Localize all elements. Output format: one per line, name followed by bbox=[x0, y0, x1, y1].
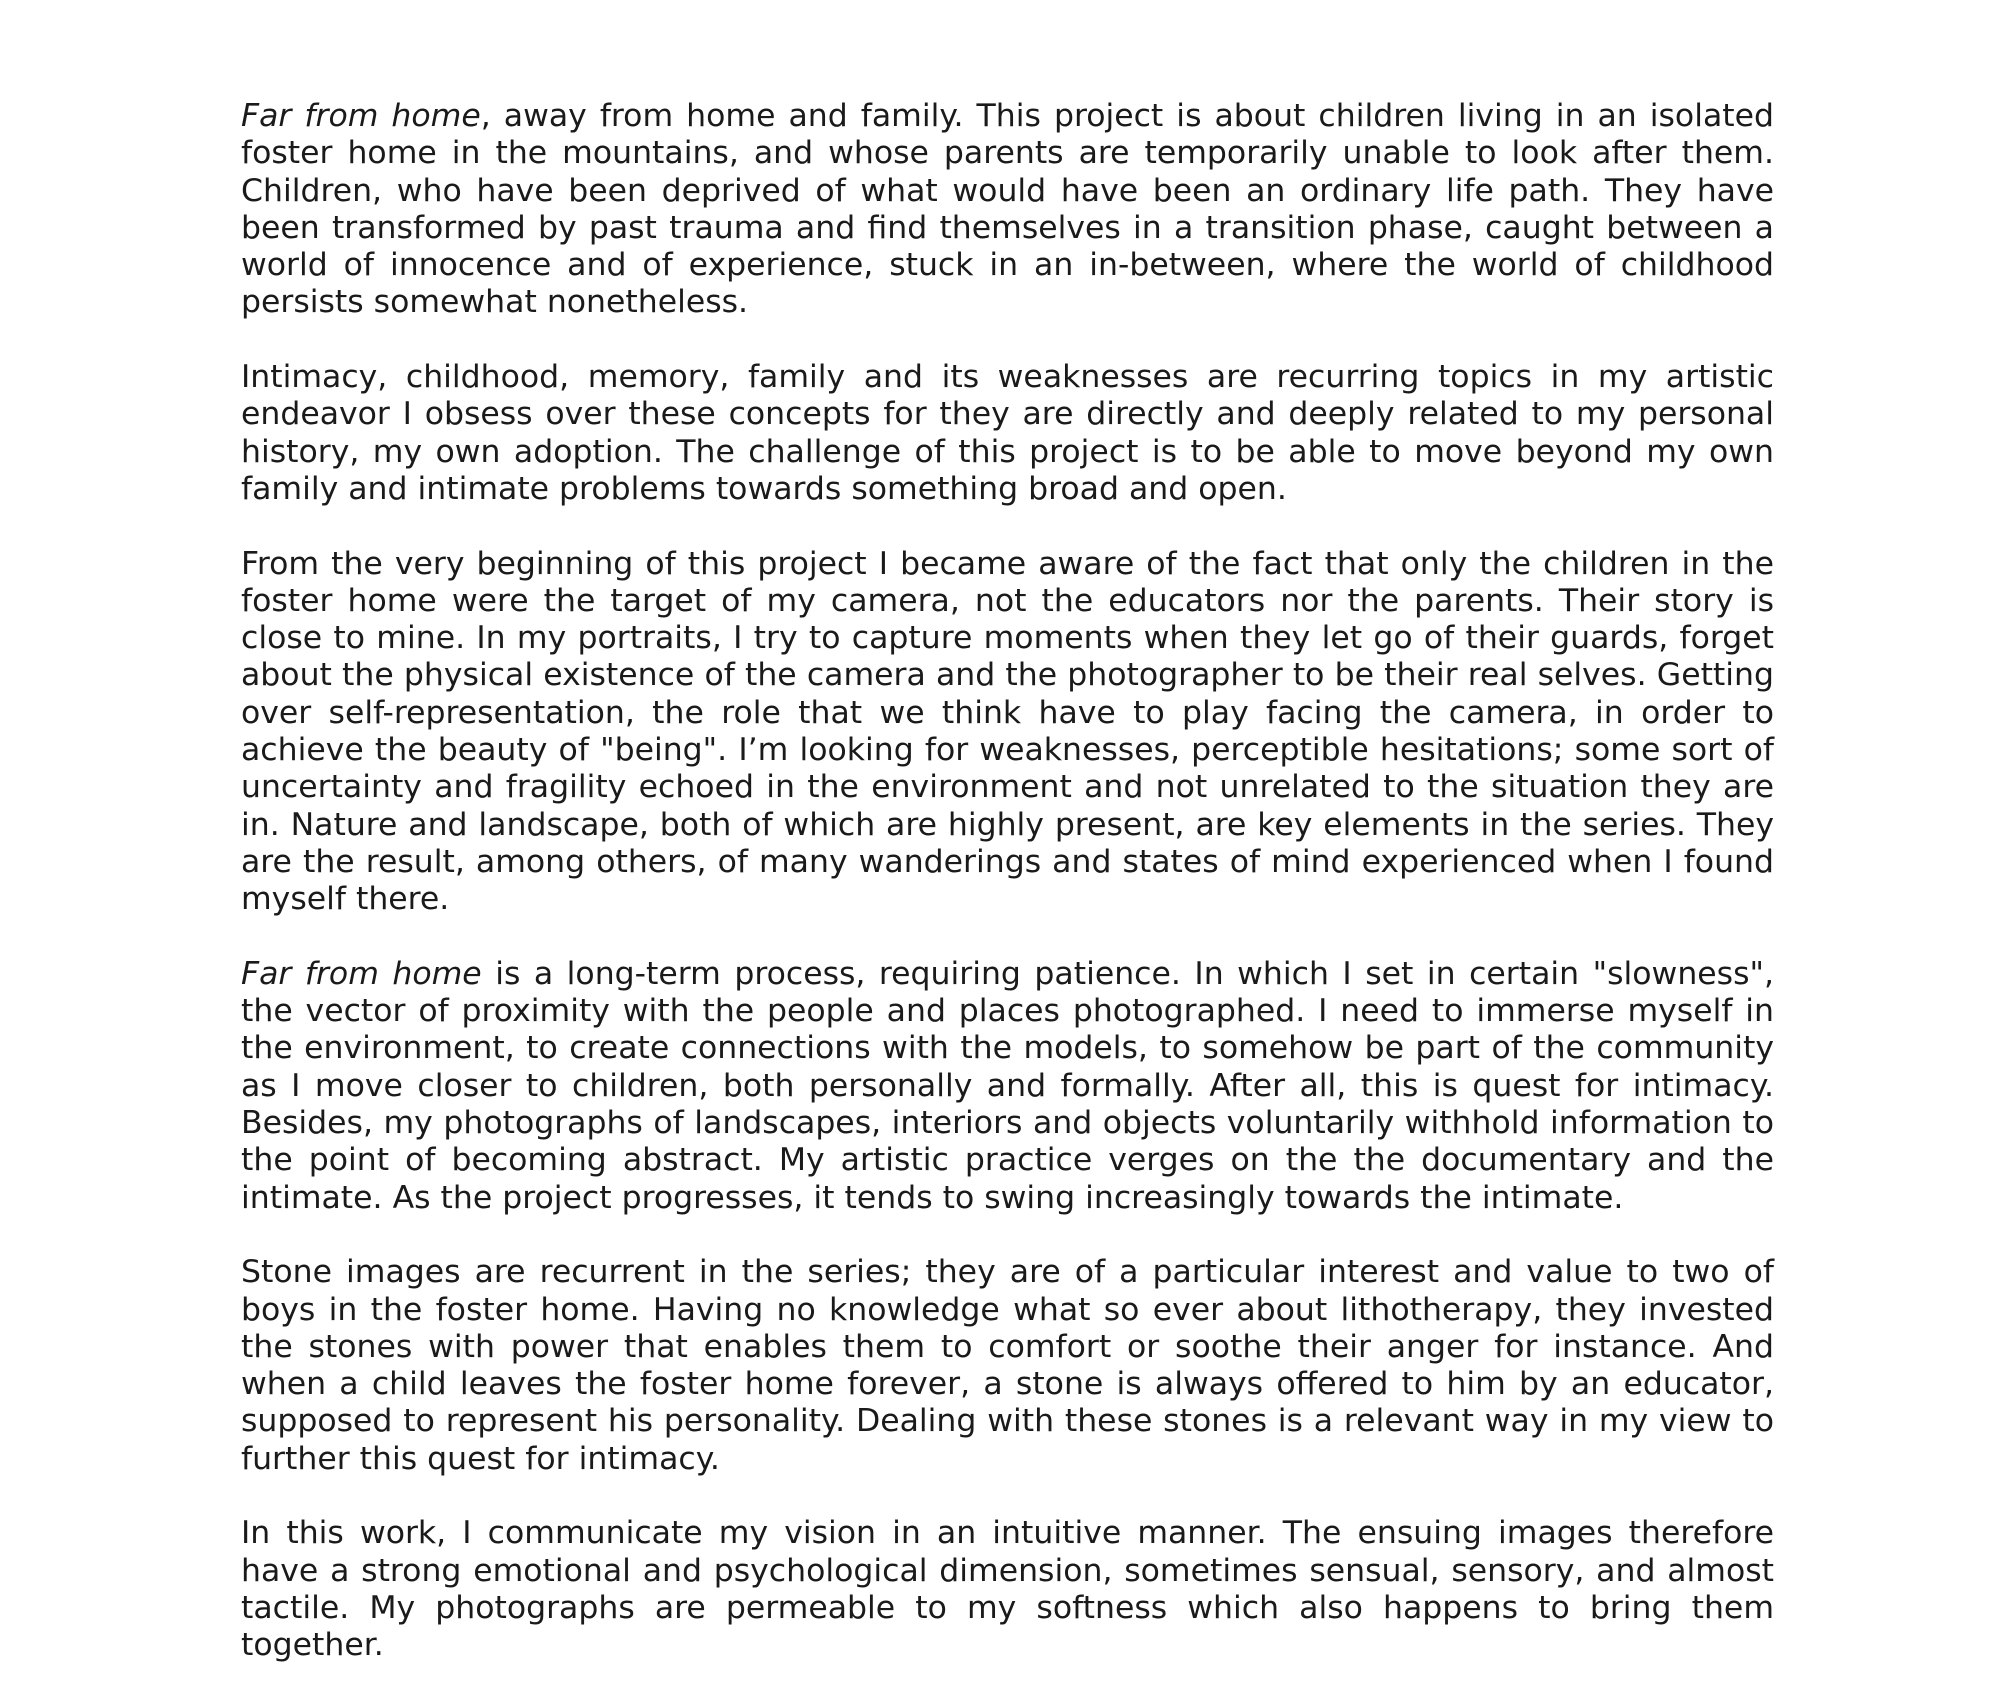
paragraph-text: Intimacy, childhood, memory, family and its weaknesses are recurring topics in my artistic endeavor I obsess over these concepts for they are directly and deeply related to my personal history, my own adoption. The challenge of this project is to be able to move beyond my own family and intimate problems towards something broad and open. bbox=[241, 359, 1774, 507]
paragraph-text: is a long-term process, requiring patience. In which I set in certain "slowness", the vector of proximity with the people and places photographed. I need to immerse myself in the environment, to create connections with the models, to somehow be part of the community as I move closer to children, both personally and formally. After all, this is quest for intimacy. Besides, my photographs of landscapes, interiors and objects voluntarily withhold information to the point of becoming abstract. My artistic practice verges on the the documentary and the intimate. As the project progresses, it tends to swing increasingly towards the intimate. bbox=[241, 955, 1774, 1216]
paragraph-3 bbox=[241, 546, 1774, 919]
paragraph-text: In this work, I communicate my vision in an intuitive manner. The ensuing images therefore have a strong emotional and psychological dimension, sometimes sensual, sensory, and almost tactile. My photographs are permeable to my softness which also happens to bring them together. bbox=[241, 1515, 1774, 1664]
paragraph-2 bbox=[241, 359, 1774, 508]
paragraph-5 bbox=[241, 1254, 1774, 1478]
paragraph-1 bbox=[241, 98, 1774, 322]
paragraph-text: From the very beginning of this project I became aware of the fact that only the children in the foster home were the target of my camera, not the educators nor the parents. Their story is close to mine. In my portraits, I try to capture moments when they let go of their guards, forget about the physical existence of the camera and the photographer to be their real selves. Getting over self-representation, the role that we think have to play facing the camera, in order to achieve the beauty of "being". I’m looking for weaknesses, perceptible hesitations; some sort of uncertainty and fragility echoed in the environment and not unrelated to the situation they are in. Nature and landscape, both of which are highly present, are key elements in the series. They are the result, among others, of many wanderings and states of mind experienced when I found myself there. bbox=[241, 545, 1774, 918]
document-page bbox=[241, 98, 1774, 1702]
project-title-italic: Far from home bbox=[241, 98, 481, 134]
paragraph-4 bbox=[241, 956, 1774, 1217]
paragraph-6 bbox=[241, 1515, 1774, 1664]
paragraph-text: Stone images are recurrent in the series; they are of a particular interest and value to two of boys in the foster home. Having no knowledge what so ever about lithotherapy, they invested the stones with power that enables them to comfort or soothe their anger for instance. And when a child leaves the foster home forever, a stone is always offered to him by an educator, supposed to represent his personality. Dealing with these stones is a relevant way in my view to further this quest for intimacy. bbox=[241, 1254, 1774, 1477]
paragraph-text: , away from home and family. This project is about children living in an isolated foster home in the mountains, and whose parents are temporarily unable to look after them. Children, who have been deprived of what would have been an ordinary life path. They have been transformed by past trauma and find themselves in a transition phase, caught between a world of innocence and of experience, stuck in an in-between, where the world of childhood persists somewhat nonetheless. bbox=[241, 98, 1774, 321]
project-title-italic: Far from home bbox=[241, 955, 482, 992]
